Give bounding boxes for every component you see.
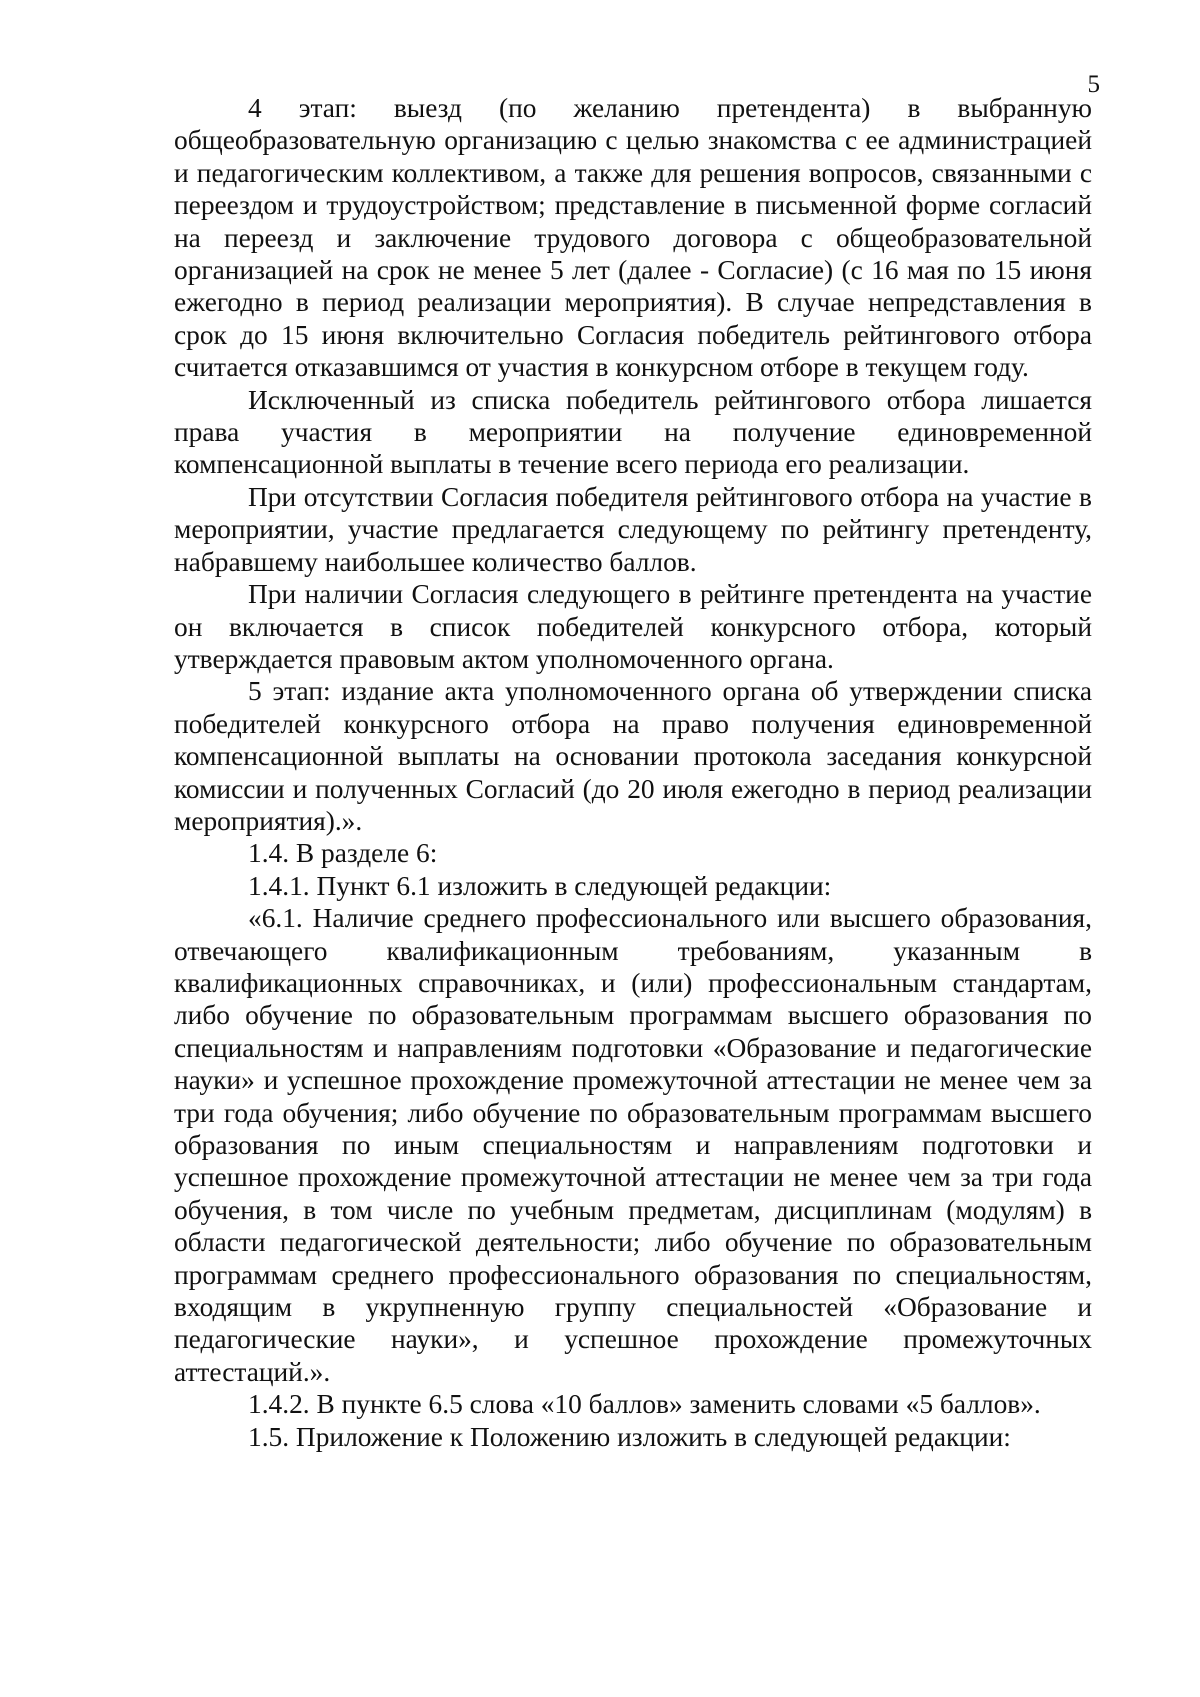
paragraph-excluded-winner: Исключенный из списка победитель рейтингового отбора лишается права участия в мероприятии на получение единовременной компенсационной выплаты в течение всего периода его реализации. — [174, 384, 1092, 480]
paragraph-section-1-4-2: 1.4.2. В пункте 6.5 слова «10 баллов» заменить словами «5 баллов». — [248, 1389, 1041, 1420]
document-body — [174, 92, 1092, 1453]
paragraph-section-1-4-1: 1.4.1. Пункт 6.1 изложить в следующей редакции: — [248, 870, 832, 901]
paragraph-stage-4: 4 этап: выезд (по желанию претендента) в выбранную общеобразовательную организацию с целью знакомства с ее администрацией и педагогическим коллективом, а также для решения вопросов, связанными с переездом и трудоустройством; представление в письменной форме согласий на переезд и заключение трудового договора с общеобразовательной организацией на срок не менее 5 лет (далее - Согласие) (с 16 мая по 15 июня ежегодно в период реализации мероприятия). В случае непредставления в срок до 15 июня включительно Согласия победитель рейтингового отбора считается отказавшимся от участия в конкурсном отборе в текущем году. — [174, 93, 1092, 383]
paragraph-clause-6-1: «6.1. Наличие среднего профессионального или высшего образования, отвечающего квалификационным требованиям, указанным в квалификационных справочниках, и (или) профессиональным стандартам, либо обучение по образовательным программам высшего образования по специальностям и направлениям подготовки «Образование и педагогические науки» и успешное прохождение промежуточной аттестации не менее чем за три года обучения; либо обучение по образовательным программам высшего образования по иным специальностям и направлениям подготовки и успешное прохождение промежуточной аттестации не менее чем за три года обучения, в том числе по учебным предметам, дисциплинам (модулям) в области педагогической деятельности; либо обучение по образовательным программам среднего профессионального образования по специальностям, входящим в укрупненную группу специальностей «Образование и педагогические науки», и успешное прохождение промежуточных аттестаций.». — [174, 903, 1092, 1387]
paragraph-stage-5: 5 этап: издание акта уполномоченного органа об утверждении списка победителей конкурсного отбора на право получения единовременной компенсационной выплаты на основании протокола заседания конкурсной комиссии и полученных Согласий (до 20 июля ежегодно в период реализации мероприятия).». — [174, 676, 1092, 836]
paragraph-section-1-4: 1.4. В разделе 6: — [248, 838, 438, 869]
paragraph-no-consent: При отсутствии Согласия победителя рейтингового отбора на участие в мероприятии, участие предлагается следующему по рейтингу претенденту, набравшему наибольшее количество баллов. — [174, 481, 1092, 577]
paragraph-section-1-5: 1.5. Приложение к Положению изложить в следующей редакции: — [248, 1421, 1011, 1452]
page-number: 5 — [1087, 71, 1100, 98]
paragraph-next-candidate: При наличии Согласия следующего в рейтинге претендента на участие он включается в список победителей конкурсного отбора, который утверждается правовым актом уполномоченного органа. — [174, 579, 1092, 674]
